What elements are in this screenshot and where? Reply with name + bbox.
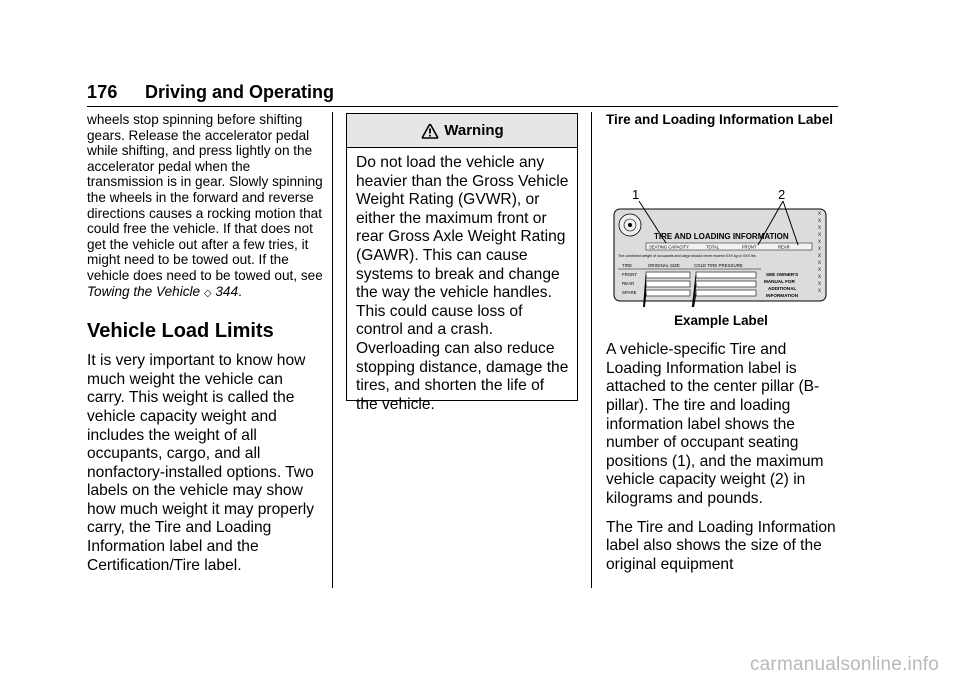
- figure-title: Tire and Loading Information Label: [606, 112, 834, 127]
- rear-row-label: REAR: [622, 281, 635, 287]
- see-manual-note: SEE OWNER'S MANUAL FOR ADDITIONAL INFORMATION: [764, 272, 799, 299]
- label-size-paragraph: The Tire and Loading Information label also shows the size of the original equipment: [606, 518, 836, 573]
- page-ref-icon: ◇: [203, 287, 212, 299]
- svg-text:x: x: [818, 288, 821, 295]
- right-column: [606, 112, 836, 574]
- svg-text:x: x: [818, 253, 821, 260]
- page-number: 176: [87, 82, 118, 102]
- pressure-col-header: COLD TIRE PRESSURE: [694, 263, 743, 269]
- svg-text:x: x: [818, 211, 821, 218]
- towing-paragraph: [87, 112, 325, 301]
- page-ref-number[interactable]: 344: [215, 283, 239, 299]
- total-header: TOTAL: [706, 244, 720, 250]
- tire-label-figure: [606, 137, 836, 307]
- column-divider: [332, 112, 333, 588]
- size-col-header: ORIGINAL SIZE: [648, 263, 680, 269]
- towing-link[interactable]: Towing the Vehicle: [87, 283, 201, 299]
- svg-text:x: x: [818, 274, 821, 281]
- page-header: [87, 82, 838, 107]
- rear-header: REAR: [778, 244, 790, 250]
- warning-triangle-icon: [420, 122, 440, 140]
- watermark: carmanualsonline.info: [749, 654, 939, 675]
- section-title: Driving and Operating: [145, 82, 335, 102]
- label-title: TIRE AND LOADING INFORMATION: [654, 232, 789, 242]
- capacity-header: SEATING CAPACITY: [649, 244, 689, 250]
- tire-label-illustration: [606, 137, 836, 307]
- svg-text:x: x: [818, 225, 821, 232]
- warning-text: Do not load the vehicle any heavier than the Gross Vehicle Weight Rating (GVWR), or either the maximum front or rear Gross Axle Weight Rating (GAWR). This can cause systems to break and change the way the vehicle handles. This could cause loss of control and a crash. Overloading can also reduce stopping distance, damage the tires, and shorten the life of the vehicle.: [356, 154, 569, 413]
- front-header: FRONT: [742, 244, 757, 250]
- figure-caption: Example Label: [674, 313, 768, 329]
- spare-row-label: SPARE: [622, 290, 637, 296]
- left-column: [87, 112, 325, 575]
- svg-text:x: x: [818, 246, 821, 253]
- svg-text:x: x: [818, 281, 821, 288]
- warning-header: [347, 114, 577, 148]
- svg-text:x: x: [818, 232, 821, 239]
- warning-title: Warning: [444, 122, 504, 139]
- period: .: [238, 283, 242, 299]
- paragraph-text: wheels stop spinning before shifting gears. Release the accelerator pedal while shifting, and press lightly on the accelerator pedal when the transmission is in gear. Slowly spinning the wheels in the forward and reverse directions causes a rocking motion that could free the vehicle. If that does not get the vehicle out after a few tries, it might need to be towed out. If the vehicle does need to be towed out, see: [87, 112, 323, 283]
- callout-2: 2: [778, 187, 786, 203]
- combined-weight-line: The combined weight of occupants and cargo should never exceed XXX kg or XXX lbs.: [618, 254, 757, 259]
- vehicle-load-limits-heading: Vehicle Load Limits: [87, 320, 274, 343]
- tire-col-header: TIRE: [622, 263, 633, 269]
- callout-1: 1: [632, 187, 640, 203]
- svg-text:x: x: [818, 218, 821, 225]
- front-row-label: FRONT: [622, 272, 638, 278]
- svg-text:x: x: [818, 260, 821, 267]
- load-limits-paragraph: It is very important to know how much weight the vehicle can carry. This weight is called the vehicle capacity weight and includes the weight of all occupants, cargo, and all nonfactory-installed options. Two labels on the vehicle may show how much weight it may properly carry, the Tire and Loading Information label and the Certification/Tire label.: [87, 352, 315, 574]
- svg-text:x: x: [818, 267, 821, 274]
- label-edge-pattern: [818, 211, 821, 294]
- warning-box: [346, 113, 578, 413]
- column-divider: [591, 112, 592, 588]
- label-description-paragraph: A vehicle-specific Tire and Loading Information label is attached to the center pillar (B-pillar). The tire and loading information label shows the number of occupant seating positions (1), and the maximum vehicle capacity weight (2) in kilograms and pounds.: [606, 341, 824, 507]
- svg-text:x: x: [818, 239, 821, 246]
